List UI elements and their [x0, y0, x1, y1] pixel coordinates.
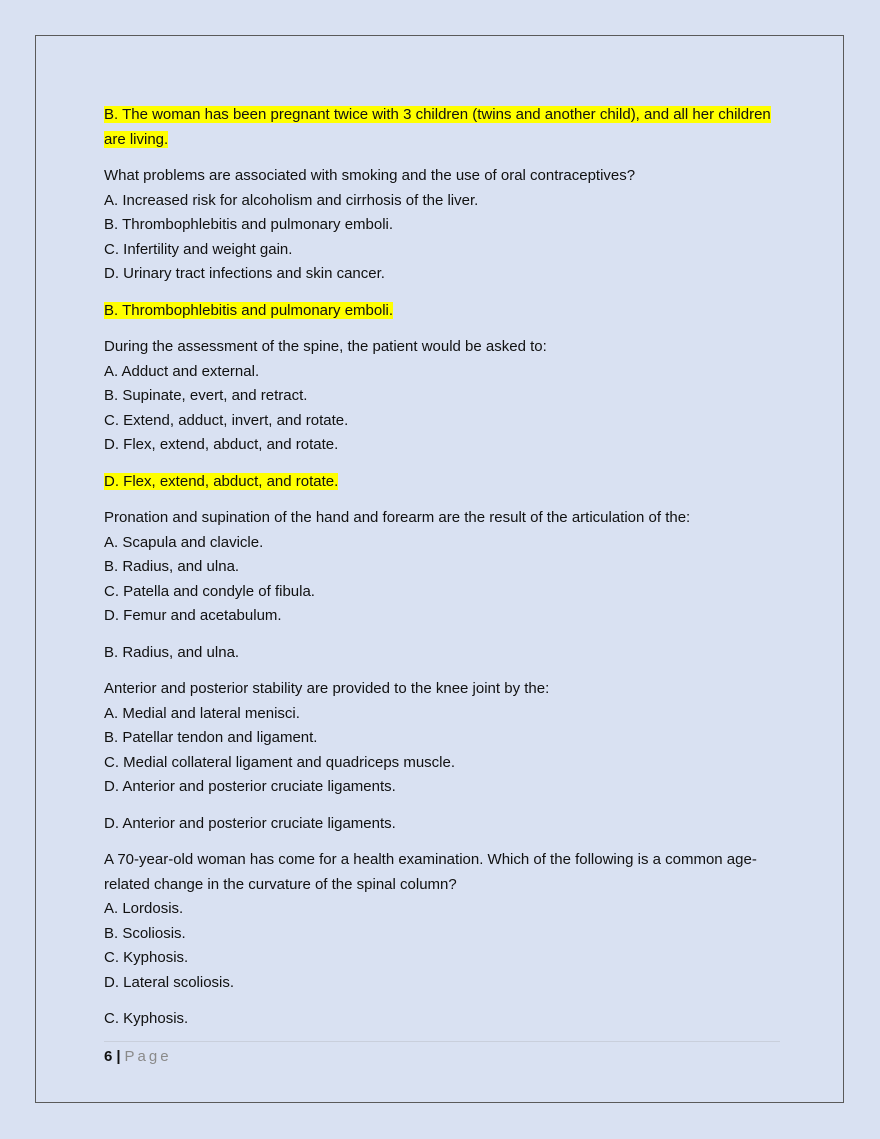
option-text: A. Increased risk for alcoholism and cirrhosis of the liver.	[104, 191, 479, 209]
question-text: Anterior and posterior stability are provided to the knee joint by the:	[104, 680, 550, 697]
option-text: C. Infertility and weight gain.	[104, 240, 293, 258]
option-text: D. Lateral scoliosis.	[104, 973, 235, 991]
option-text: C. Extend, adduct, invert, and rotate.	[104, 411, 349, 429]
answer-block	[104, 299, 784, 324]
question-block	[104, 164, 784, 287]
question-text: A 70-year-old woman has come for a health examination. Which of the following is a common age-related change in the curvature of the spinal column?	[104, 851, 757, 893]
answer-text: C. Kyphosis.	[104, 1010, 189, 1027]
option-text: B. Scoliosis.	[104, 924, 186, 942]
question-text: Pronation and supination of the hand and forearm are the result of the articulation of the:	[104, 509, 691, 526]
highlighted-answer: B. Thrombophlebitis and pulmonary emboli.	[104, 301, 394, 319]
answer-text	[104, 470, 784, 495]
option-text: C. Medial collateral ligament and quadriceps muscle.	[104, 753, 456, 771]
question-block	[104, 677, 784, 800]
option-text: D. Urinary tract infections and skin cancer.	[104, 265, 385, 282]
option-text: D. Flex, extend, abduct, and rotate.	[104, 436, 339, 453]
option-text: A. Scapula and clavicle.	[104, 533, 264, 551]
answer-block	[104, 812, 784, 837]
option-text: A. Lordosis.	[104, 900, 184, 917]
option-text: C. Patella and condyle of fibula.	[104, 582, 315, 600]
page-label: Page	[124, 1048, 172, 1065]
highlighted-answer: D. Flex, extend, abduct, and rotate.	[104, 472, 339, 490]
page-separator: |	[116, 1048, 121, 1065]
option-text: D. Femur and acetabulum.	[104, 607, 282, 624]
document-body	[104, 103, 784, 1044]
option-text: D. Anterior and posterior cruciate ligaments.	[104, 778, 396, 795]
answer-block	[104, 1007, 784, 1032]
option-text: B. Patellar tendon and ligament.	[104, 729, 318, 746]
option-text: B. Thrombophlebitis and pulmonary emboli.	[104, 216, 394, 233]
option-text: A. Adduct and external.	[104, 362, 260, 380]
answer-block	[104, 470, 784, 495]
option-text: A. Medial and lateral menisci.	[104, 704, 300, 722]
page-footer	[104, 1041, 780, 1068]
question-block	[104, 335, 784, 458]
answer-text	[104, 103, 784, 152]
question-text: What problems are associated with smoking and the use of oral contraceptives?	[104, 167, 636, 184]
answer-block	[104, 641, 784, 666]
answer-text: B. Radius, and ulna.	[104, 643, 240, 661]
answer-text: D. Anterior and posterior cruciate ligaments.	[104, 814, 396, 832]
question-block	[104, 848, 784, 995]
highlighted-answer: B. The woman has been pregnant twice with 3 children (twins and another child), and all her children are living.	[104, 106, 771, 148]
answer-block	[104, 103, 784, 152]
answer-text	[104, 299, 784, 324]
question-block	[104, 506, 784, 629]
option-text: C. Kyphosis.	[104, 949, 189, 966]
option-text: B. Radius, and ulna.	[104, 558, 240, 575]
page-number: 6	[104, 1048, 113, 1065]
question-text: During the assessment of the spine, the patient would be asked to:	[104, 338, 547, 355]
option-text: B. Supinate, evert, and retract.	[104, 387, 308, 404]
